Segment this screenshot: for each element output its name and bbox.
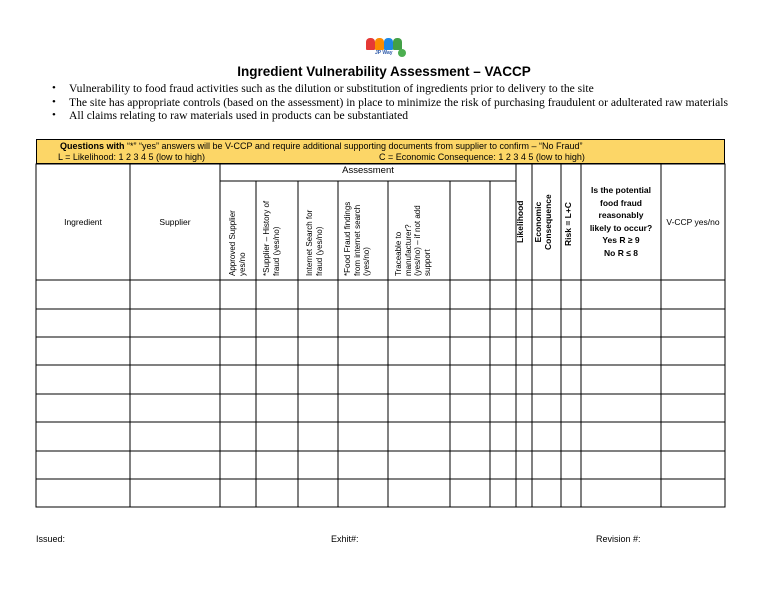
logo-text: JP Way [375,50,393,56]
bullet-item: • The site has appropriate controls (based on the assessment) in place to minimize the risk of purchasing fraudulent or adulterated raw materials [52,96,728,110]
likelihood-header: Likelihood [515,200,525,243]
approved-supplier-header: Approved Supplier yes/no [228,210,247,276]
likelihood-scale: L = Likelihood: 1 2 3 4 5 (low to high) [58,152,206,162]
bullet-item: • All claims relating to raw materials used in products can be substantiated [52,109,728,123]
issued-label: Issued: [36,534,66,544]
consequence-scale: C = Economic Consequence: 1 2 3 4 5 (low to high) [379,152,585,162]
economic-consequence-header: Economic Consequence [533,194,553,250]
supplier-history-header: *Supplier – History of fraud (yes/no) [262,200,281,276]
revision-label: Revision #: [596,534,641,544]
banner-text: “*” “yes” answers will be V-CCP and require additional supporting documents from supplier to confirm – “No Fraud” [124,141,583,151]
table-row-lines [36,309,725,479]
traceable-header: Traceable to manufacturer? (yes/no) – if not add support [394,205,432,276]
potential-fraud-header: Is the potential food fraud reasonably likely to occur? Yes R ≥ 9 No R ≤ 8 [589,185,653,258]
exhibit-label: Exhit#: [331,534,359,544]
vccp-header: V-CCP yes/no [666,217,720,227]
supplier-header: Supplier [159,217,191,227]
document-title: Ingredient Vulnerability Assessment – VACCP [237,64,531,79]
bullet-item: • Vulnerability to food fraud activities such as the dilution or substitution of ingredients prior to delivery to the site [52,82,728,96]
food-fraud-findings-header: *Food Fraud findings from internet search (yes/no) [343,201,371,276]
ingredient-header: Ingredient [64,217,102,227]
assessment-header: Assessment [342,165,394,176]
internet-search-header: Internet Search for fraud (yes/no) [305,209,324,276]
risk-header: Risk = L+C [563,202,573,246]
banner-lead: Questions with [60,141,125,151]
